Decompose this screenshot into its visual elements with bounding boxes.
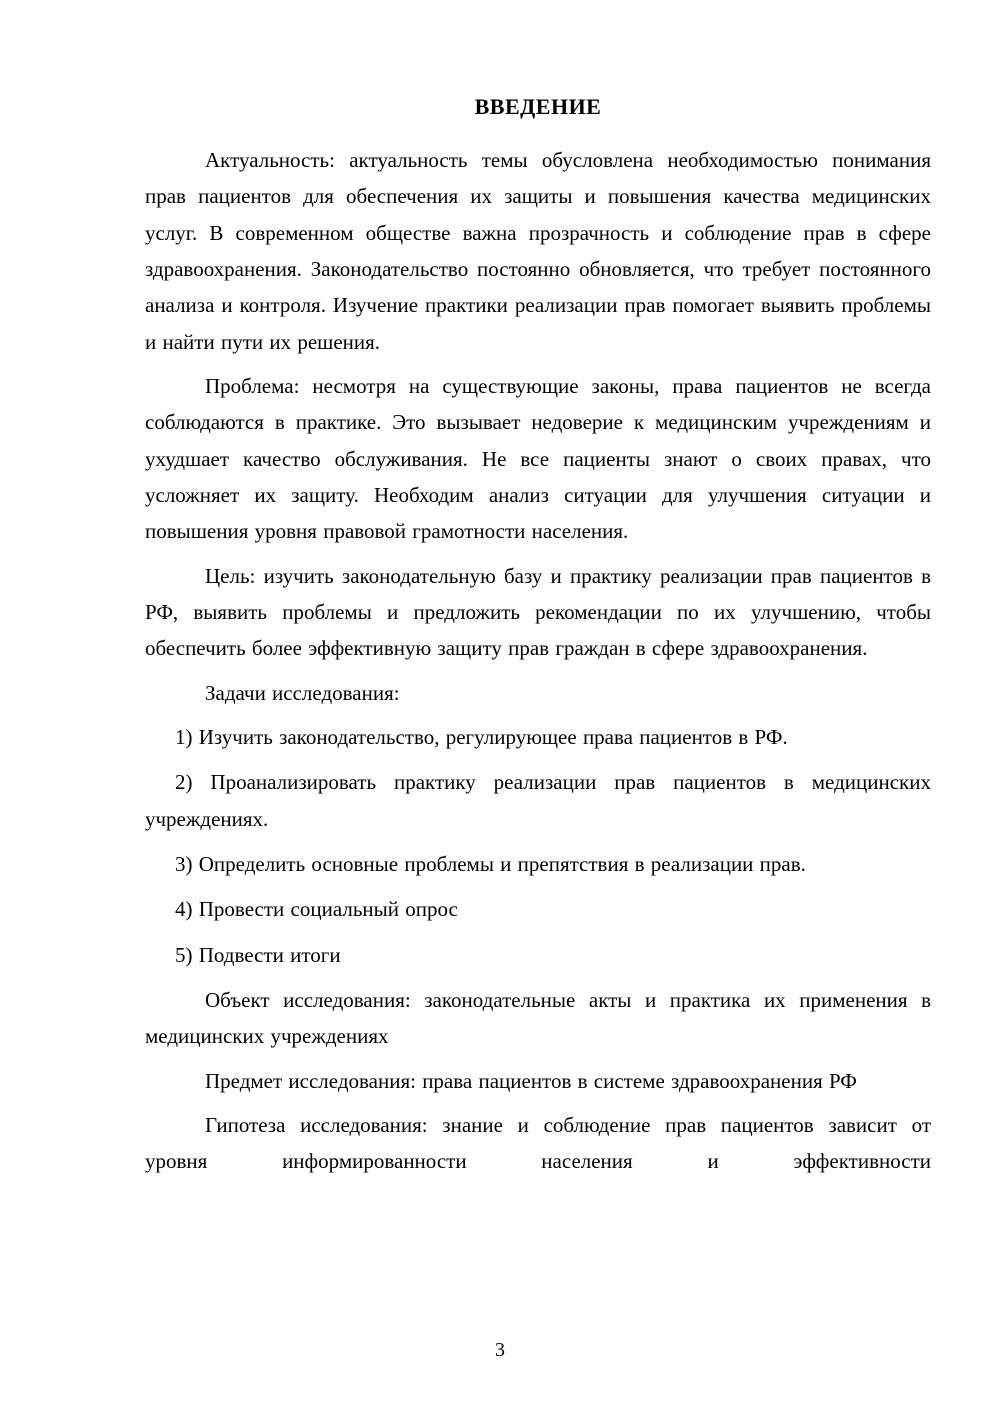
- document-content: [145, 94, 931, 1188]
- paragraph-tasks-heading: Задачи исследования:: [205, 680, 400, 705]
- task-item-2: 2) Проанализировать практику реализации прав пациентов в медицинских учреждениях.: [145, 770, 931, 831]
- paragraph-object: Объект исследования: законодательные акты и практика их применения в медицинских учреждениях: [145, 987, 931, 1049]
- task-item-3: 3) Определить основные проблемы и препятствия в реализации прав.: [175, 851, 806, 876]
- paragraph-problem: Проблема: несмотря на существующие законы, права пациентов не всегда соблюдаются в практике. Это вызывает недоверие к медицинским учреждениям и ухудшает качество обслуживания. Не все пациенты знают о своих правах, что усложняет их защиту. Необходим анализ ситуации для улучшения ситуации и повышения уровня правовой грамотности населения.: [145, 373, 931, 544]
- page-title: ВВЕДЕНИЕ: [474, 94, 602, 119]
- task-item-1: 1) Изучить законодательство, регулирующее права пациентов в РФ.: [175, 724, 788, 749]
- paragraph-hypothesis: Гипотеза исследования: знание и соблюдение прав пациентов зависит от уровня информированности населения и эффективности: [145, 1112, 931, 1174]
- task-item-4: 4) Провести социальный опрос: [175, 897, 458, 922]
- paragraph-subject: Предмет исследования: права пациентов в системе здравоохранения РФ: [205, 1068, 857, 1093]
- paragraph-relevance: Актуальность: актуальность темы обусловлена необходимостью понимания прав пациентов для обеспечения их защиты и повышения качества медицинских услуг. В современном обществе важна прозрачность и соблюдение прав в сфере здравоохранения. Законодательство постоянно обновляется, что требует постоянного анализа и контроля. Изучение практики реализации прав помогает выявить проблемы и найти пути их решения.: [145, 148, 931, 354]
- page-number: 3: [495, 1339, 505, 1361]
- task-item-5: 5) Подвести итоги: [175, 942, 341, 967]
- paragraph-goal: Цель: изучить законодательную базу и практику реализации прав пациентов в РФ, выявить проблемы и предложить рекомендации по их улучшению, чтобы обеспечить более эффективную защиту прав граждан в сфере здравоохранения.: [145, 563, 931, 661]
